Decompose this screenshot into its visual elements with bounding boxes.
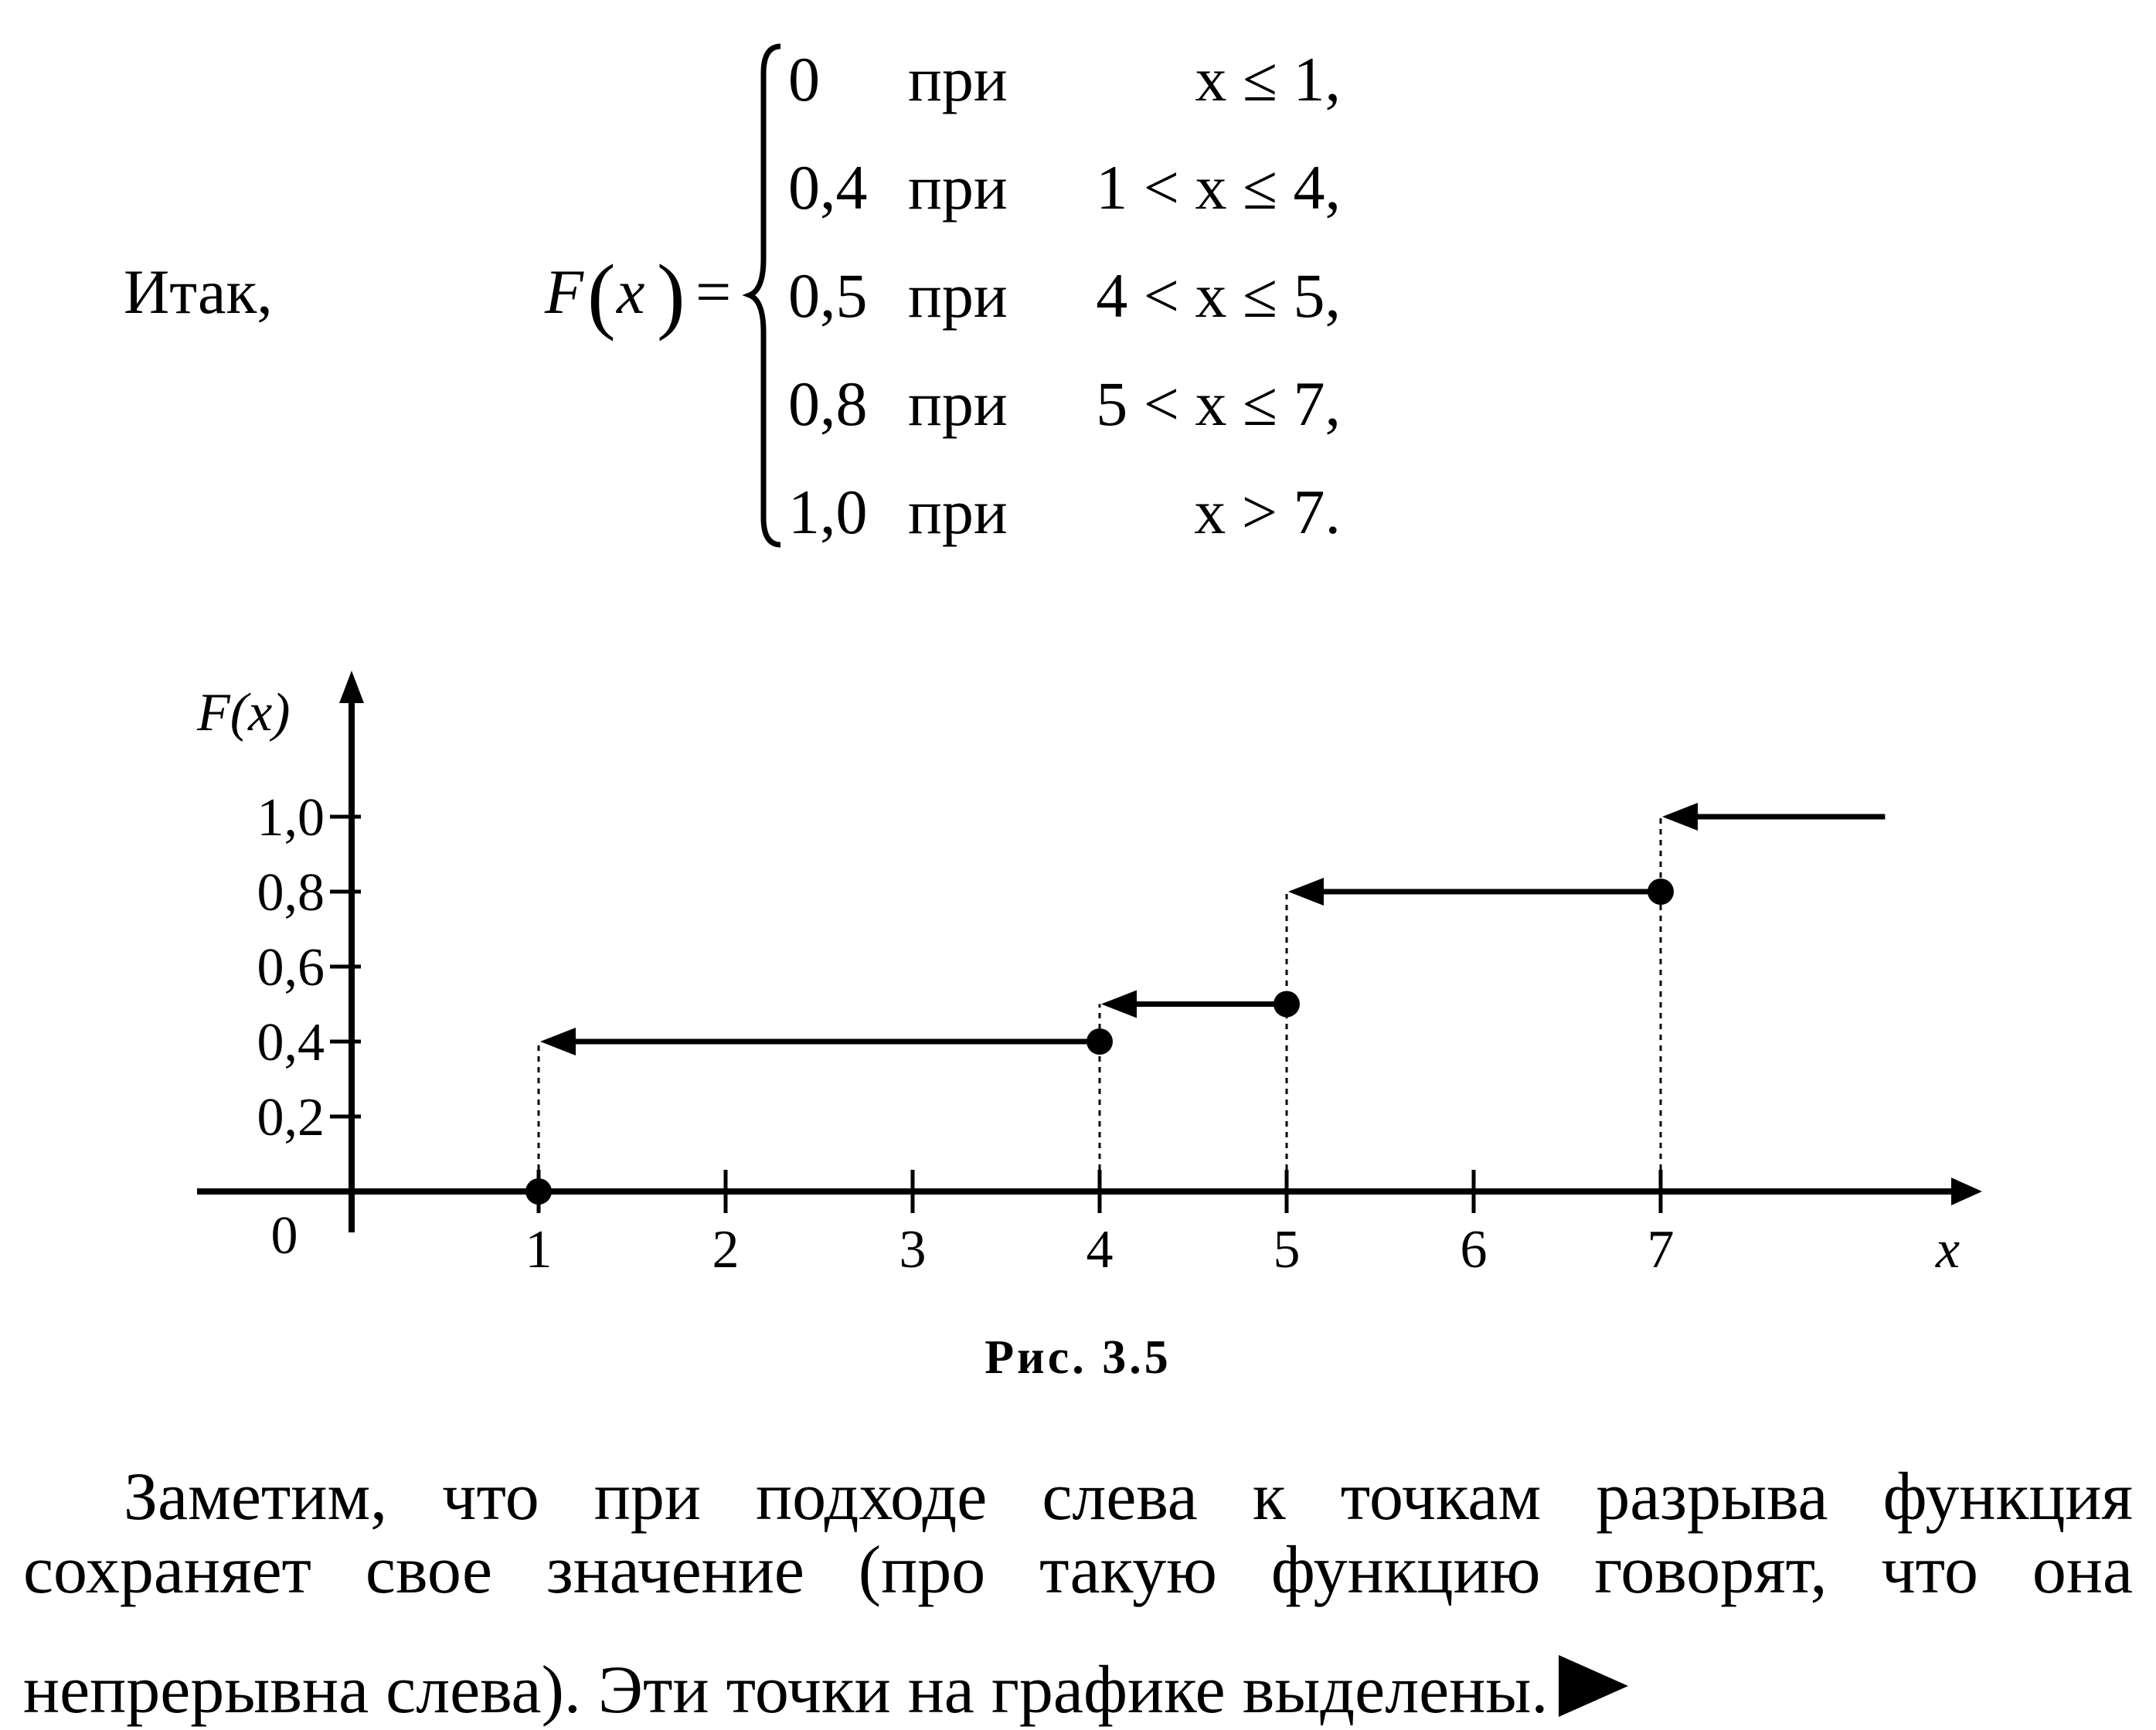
formula-paren-open: ( [587,247,616,342]
x-axis-label: x [1936,1220,1960,1280]
step-arrowhead [1288,878,1324,906]
formula-row-condition: 4 < x ≤ 5, [1096,260,1341,331]
formula-row-value: 1,0 [788,477,868,547]
formula-row-value: 0 [788,44,820,114]
y-tick-label: 0,8 [257,863,325,923]
x-tick-label: 2 [712,1220,740,1280]
step-arrowhead [1101,991,1137,1018]
step-arrowhead [540,1028,576,1055]
y-tick-label: 1,0 [257,788,325,848]
origin-label: 0 [270,1206,298,1266]
formula-paren-close: ) [657,247,685,342]
formula-row-condition: 5 < x ≤ 7, [1096,369,1341,439]
paragraph-line-1: Заметим, что при подходе слева к точкам разрыва функция сохраняет свое значение (про такую функцию говорят, что она [23,1460,2133,1609]
formula-equals: = [695,257,732,327]
end-marker-icon [1559,1655,1628,1717]
formula-row-value: 0,5 [788,260,868,331]
paragraph-last-line [23,1654,2133,1727]
filled-point [525,1178,552,1205]
x-tick-label: 1 [525,1220,553,1280]
formula-row-word: при [908,152,1008,223]
formula [544,44,1341,547]
x-tick-label: 6 [1460,1220,1488,1280]
formula-row-condition: x > 7. [1194,477,1341,547]
y-tick-label: 0,6 [257,938,325,998]
formula-row-condition: 1 < x ≤ 4, [1096,152,1341,223]
y-tick-label: 0,4 [257,1013,325,1072]
formula-row-word: при [908,369,1008,439]
paragraph-line-3: непрерывна слева). Эти точки на графике выделены. [23,1653,1549,1728]
figure-caption: Рис. 3.5 [984,1331,1172,1384]
formula-lhs-x: x [617,257,645,327]
x-tick-label: 7 [1647,1220,1675,1280]
formula-row-word: при [908,44,1008,114]
y-tick-label: 0,2 [257,1088,325,1147]
step-arrowhead [1662,803,1698,831]
paragraph-text [23,1460,2133,1607]
y-axis-label: F(x) [197,683,291,743]
formula-brace [750,46,780,545]
formula-row-value: 0,8 [788,369,868,439]
formula-row-word: при [908,477,1008,547]
filled-point [1274,991,1300,1018]
x-tick-label: 5 [1273,1220,1301,1280]
filled-point [1648,879,1674,905]
x-tick-label: 4 [1086,1220,1114,1280]
chart-ticks [257,788,1675,1280]
formula-lhs-f: F [545,257,584,327]
chart-marks [202,803,1885,1205]
filled-point [1087,1028,1113,1055]
y-axis-arrow [339,671,364,703]
axes [196,671,1982,1280]
x-axis-arrow [1951,1178,1982,1205]
formula-row-value: 0,4 [788,152,868,223]
formula-row-word: при [908,260,1008,331]
formula-row-condition: x ≤ 1, [1195,44,1341,114]
x-tick-label: 3 [899,1220,927,1280]
intro-label: Итак, [124,257,273,327]
